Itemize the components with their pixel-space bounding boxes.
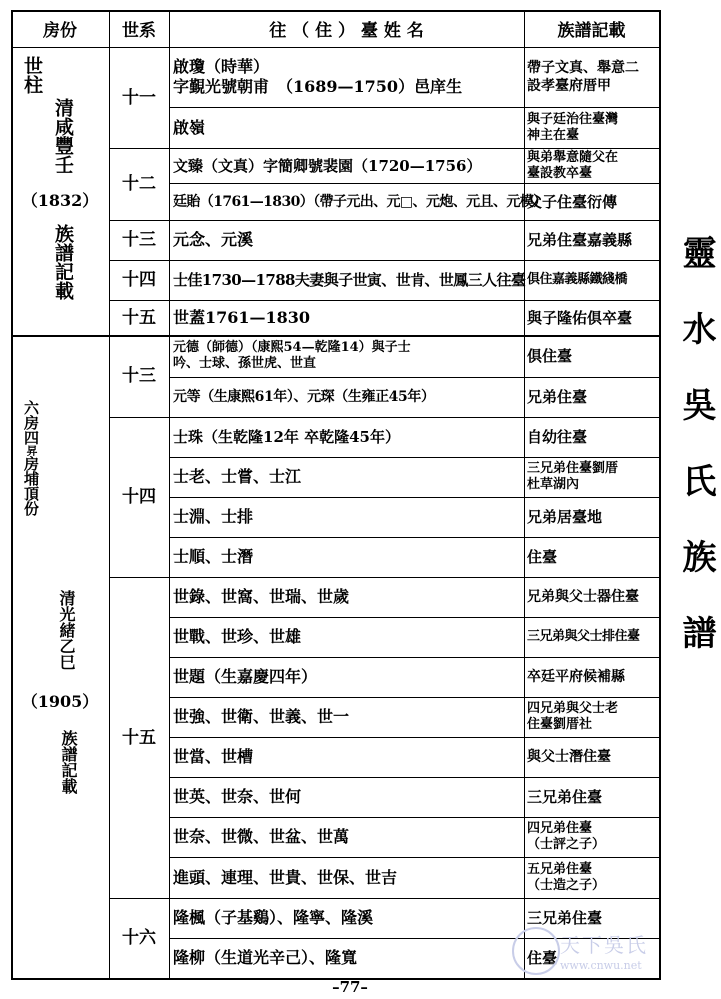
name-cell: 世蓋1761—1830 <box>173 307 311 327</box>
name-cell: 世強、世衛、世義、世一 <box>173 707 350 726</box>
generation-cell: 十四 <box>122 270 156 290</box>
name-cell: 世題（生嘉慶四年） <box>173 667 318 686</box>
table-border-right <box>659 10 661 980</box>
record-cell: 父子住臺衍傳 <box>527 192 618 211</box>
record-cell: 兄弟住臺嘉義縣 <box>527 231 633 249</box>
generation-cell: 十三 <box>122 230 156 250</box>
record-cell: 兄弟住臺 <box>527 388 588 406</box>
record-cell: 三兄弟住臺 <box>527 788 603 806</box>
section1-year: （1832） <box>21 191 99 210</box>
section2-era: 清光緒乙巳 <box>57 590 76 670</box>
section2-year: （1905） <box>21 692 99 711</box>
watermark-url: www.cnwu.net <box>560 959 642 972</box>
name-cell: 元等（生康熙61年）、元琛（生雍正45年） <box>173 389 435 405</box>
name-cell: 士老、士嘗、士江 <box>173 467 302 486</box>
side-title: 靈水吳氏族譜 <box>676 235 716 691</box>
name-cell: 士淵、士排 <box>173 507 254 526</box>
generation-cell: 十一 <box>122 87 156 108</box>
name-cell: 進頭、連理、世貴、世保、世吉 <box>173 867 398 887</box>
generation-cell: 十三 <box>122 366 156 386</box>
record-cell: 兄弟居臺地 <box>527 508 603 526</box>
header-name: 往 （ 住 ） 臺 姓 名 <box>269 21 424 41</box>
name-cell: 世奈、世微、世盆、世萬 <box>173 827 350 846</box>
generation-cell: 十二 <box>122 174 156 194</box>
record-cell: 住臺 <box>527 949 558 967</box>
generation-cell: 十五 <box>122 727 156 748</box>
section1-label: 族譜記載 <box>52 224 74 300</box>
name-cell: 隆楓（子基鷄）、隆寧、隆溪 <box>173 908 374 927</box>
name-cell: 世英、世奈、世何 <box>173 787 302 806</box>
name-cell: 文臻（文真）字簡卿號裴園（1720—1756） <box>173 156 482 175</box>
name-cell: 世錄、世窩、世瑞、世歲 <box>173 587 350 606</box>
record-cell: 四兄弟住臺 （士評之子） <box>527 821 606 852</box>
record-cell: 兄弟與父士器住臺 <box>527 589 639 605</box>
record-cell: 俱住臺 <box>527 347 573 365</box>
watermark-title: 天下吳氏 <box>560 933 648 957</box>
page-number: –77– <box>332 978 368 996</box>
record-cell: 與子隆佑俱卒臺 <box>527 308 633 327</box>
record-cell: 與弟舉意隨父在 臺設教卒臺 <box>527 149 619 181</box>
record-cell: 俱住嘉義縣鐵綫橋 <box>527 272 628 287</box>
section2-title: 六房四昇房埔頂份 <box>22 400 40 516</box>
record-cell: 與子廷治往臺灣 神主在臺 <box>527 111 619 143</box>
name-cell: 士珠（生乾隆12年 卒乾隆45年） <box>173 428 400 446</box>
name-cell: 士佳1730—1788夫妻與子世寅、世肯、世鳳三人往臺 <box>173 271 526 289</box>
record-cell: 四兄弟與父士老 住臺劉厝社 <box>527 701 619 732</box>
name-cell: 士順、士潛 <box>173 547 254 566</box>
section1-era: 清咸豐壬 <box>52 98 74 174</box>
name-cell: 啟瓊（時華） 字覲光號朝甫 （1689—1750）邑庠生 <box>173 57 463 96</box>
record-cell: 帶子文真、舉意二 設孝臺府厝甲 <box>527 60 639 94</box>
record-cell: 卒廷平府候補縣 <box>527 669 625 685</box>
name-cell: 啟嶺 <box>173 117 206 137</box>
header-generation: 世系 <box>122 21 156 41</box>
table-border-left <box>11 10 13 980</box>
name-cell: 世當、世槽 <box>173 747 254 766</box>
name-cell: 元德（師德）（康熙54—乾隆14）與子士 吟、士球、孫世虎、世直 <box>173 340 411 371</box>
record-cell: 與父士潛住臺 <box>527 749 611 765</box>
name-cell: 元念、元溪 <box>173 230 254 249</box>
record-cell: 三兄弟與父士排住臺 <box>527 629 640 644</box>
header-room: 房份 <box>43 21 77 41</box>
name-cell: 世戰、世珍、世雄 <box>173 627 302 646</box>
generation-cell: 十四 <box>122 487 156 507</box>
name-cell: 廷貽（1761—1830）（帶子元出、元□、元炮、元且、元模） <box>173 193 547 210</box>
record-cell: 三兄弟住臺劉厝 杜草湖內 <box>527 461 619 492</box>
watermark-seal-icon <box>512 927 560 975</box>
genealogy-table <box>11 10 661 980</box>
generation-cell: 十六 <box>122 928 156 948</box>
name-cell: 隆柳（生道光辛己）、隆寬 <box>173 948 358 967</box>
section1-title: 世柱 <box>21 56 43 94</box>
header-record: 族譜記載 <box>557 21 626 41</box>
generation-cell: 十五 <box>122 307 156 328</box>
record-cell: 自幼往臺 <box>527 428 588 446</box>
watermark <box>512 925 692 985</box>
record-cell: 五兄弟住臺 （士造之子） <box>527 861 606 893</box>
section2-label: 族譜記載 <box>59 730 78 794</box>
record-cell: 住臺 <box>527 548 558 566</box>
record-cell: 三兄弟住臺 <box>527 909 603 927</box>
